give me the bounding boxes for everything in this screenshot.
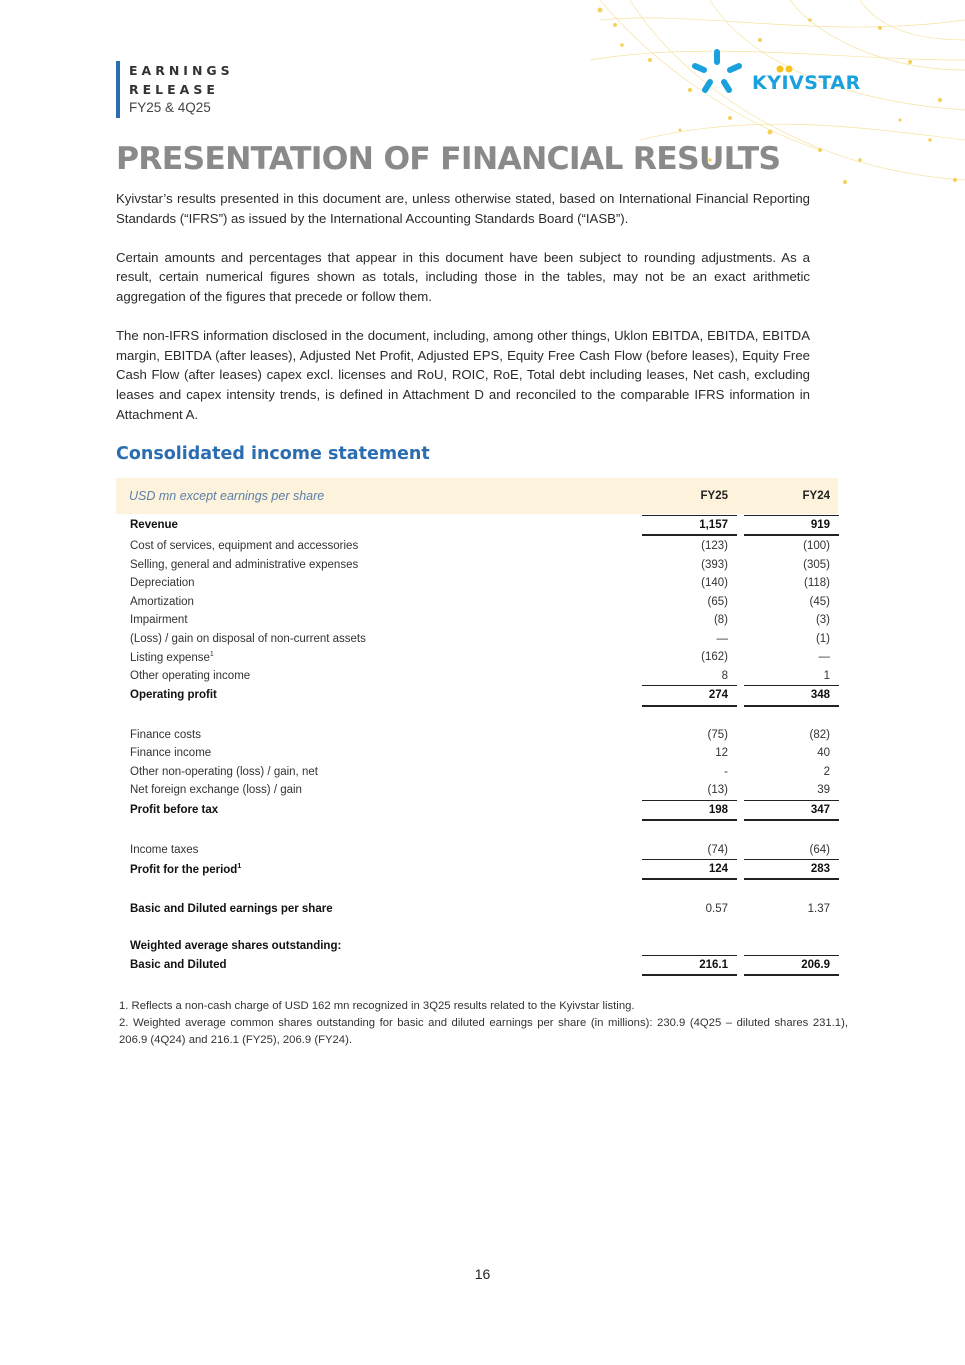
kyivstar-logo-icon <box>690 46 750 102</box>
table-row: (Loss) / gain on disposal of non-current assets — (1) <box>130 633 830 645</box>
table-unit-label: USD mn except earnings per share <box>129 489 325 503</box>
table-rule <box>744 974 839 976</box>
table-row: Basic and Diluted 216.1 206.9 <box>130 959 830 971</box>
footnote-2: 2. Weighted average common shares outstanding for basic and diluted earnings per share (in millions): 230.9 (4Q25 – diluted shares 231.1), 206.9 (4Q24) and 216.1 (FY25), 206.9 (FY24). <box>119 1017 848 1046</box>
table-rule <box>744 515 839 516</box>
table-rule <box>642 685 737 686</box>
table-row: Weighted average shares outstanding: <box>130 940 342 952</box>
table-rule <box>642 878 737 880</box>
table-rule <box>744 859 839 860</box>
table-row: Cost of services, equipment and accessories (123) (100) <box>130 540 830 552</box>
table-rule <box>744 685 839 686</box>
document-label <box>116 61 234 118</box>
table-rule <box>642 534 737 536</box>
table-rule <box>642 955 737 956</box>
table-rule <box>744 878 839 880</box>
column-header-fy24: FY24 <box>802 490 830 502</box>
table-row: Profit before tax 198 347 <box>130 804 830 816</box>
label-period: FY25 & 4Q25 <box>129 100 211 115</box>
table-rule <box>744 705 839 707</box>
table-rule <box>642 819 737 821</box>
paragraph-non-ifrs: The non-IFRS information disclosed in the document, including, among other things, Uklon EBITDA, EBITDA, EBITDA margin, EBITDA (after leases), Adjusted Net Profit, Adjusted EPS, Equity Free Cash Flow (before leases), Equity Free Cash Flow (after leases) capex excl. licenses and RoU, ROIC, RoE, Total debt including leases, Net cash, excluding leases and capex intensity trends, is defined in Attachment D and reconciled to the comparable IFRS information in Attachment A. <box>116 328 810 422</box>
table-row: Finance costs (75) (82) <box>130 729 830 741</box>
footnote-1: 1. Reflects a non-cash charge of USD 162 mn recognized in 3Q25 results related to the Kyivstar listing. <box>119 1000 635 1012</box>
label-earnings: EARNINGS <box>129 63 234 78</box>
table-row: Net foreign exchange (loss) / gain (13) 39 <box>130 784 830 796</box>
label-release: RELEASE <box>129 82 219 97</box>
table-row: Listing expense$^1$ (162) — <box>130 651 830 664</box>
kyivstar-logo <box>690 46 870 102</box>
footnotes <box>119 998 848 1049</box>
table-row: Impairment (8) (3) <box>130 614 830 626</box>
paragraph-ifrs: Kyivstar’s results presented in this document are, unless otherwise stated, based on International Financial Reporting Standards (“IFRS”) as issued by the International Accounting Standards Board (“IASB”). <box>116 191 810 226</box>
table-row: Income taxes (74) (64) <box>130 844 830 856</box>
table-row: Other operating income 8 1 <box>130 670 830 682</box>
paragraph-rounding: Certain amounts and percentages that appear in this document have been subject to rounding adjustments. As a result, certain numerical figures shown as totals, including those in the tables, may not be an exact arithmetic aggregation of the figures that precede or follow them. <box>116 249 810 304</box>
table-rule <box>642 515 737 516</box>
table-row: Selling, general and administrative expenses (393) (305) <box>130 559 830 571</box>
page-title: PRESENTATION OF FINANCIAL RESULTS <box>116 141 781 177</box>
table-rule <box>744 534 839 536</box>
table-row: Finance income 12 40 <box>130 747 830 759</box>
table-row: Basic and Diluted earnings per share 0.57 1.37 <box>130 903 830 915</box>
table-rule <box>744 800 839 801</box>
column-header-fy25: FY25 <box>700 490 728 502</box>
page-number: 16 <box>474 1266 491 1282</box>
table-rule <box>744 955 839 956</box>
table-header <box>116 478 838 514</box>
table-row: Operating profit 274 348 <box>130 689 830 701</box>
table-row: Revenue 1,157 919 <box>130 519 830 531</box>
brand-name: KYIVSTAR <box>752 72 861 94</box>
table-rule <box>642 705 737 707</box>
table-row: Other non-operating (loss) / gain, net - 2 <box>130 766 830 778</box>
section-title: Consolidated income statement <box>116 444 430 464</box>
table-row: Depreciation (140) (118) <box>130 577 830 589</box>
table-row: Amortization (65) (45) <box>130 596 830 608</box>
intro-text <box>116 189 810 444</box>
table-rule <box>744 819 839 821</box>
table-rule <box>642 859 737 860</box>
table-rule <box>642 974 737 976</box>
table-rule <box>642 800 737 801</box>
table-row: Profit for the period$^1$ 124 283 <box>130 863 830 876</box>
